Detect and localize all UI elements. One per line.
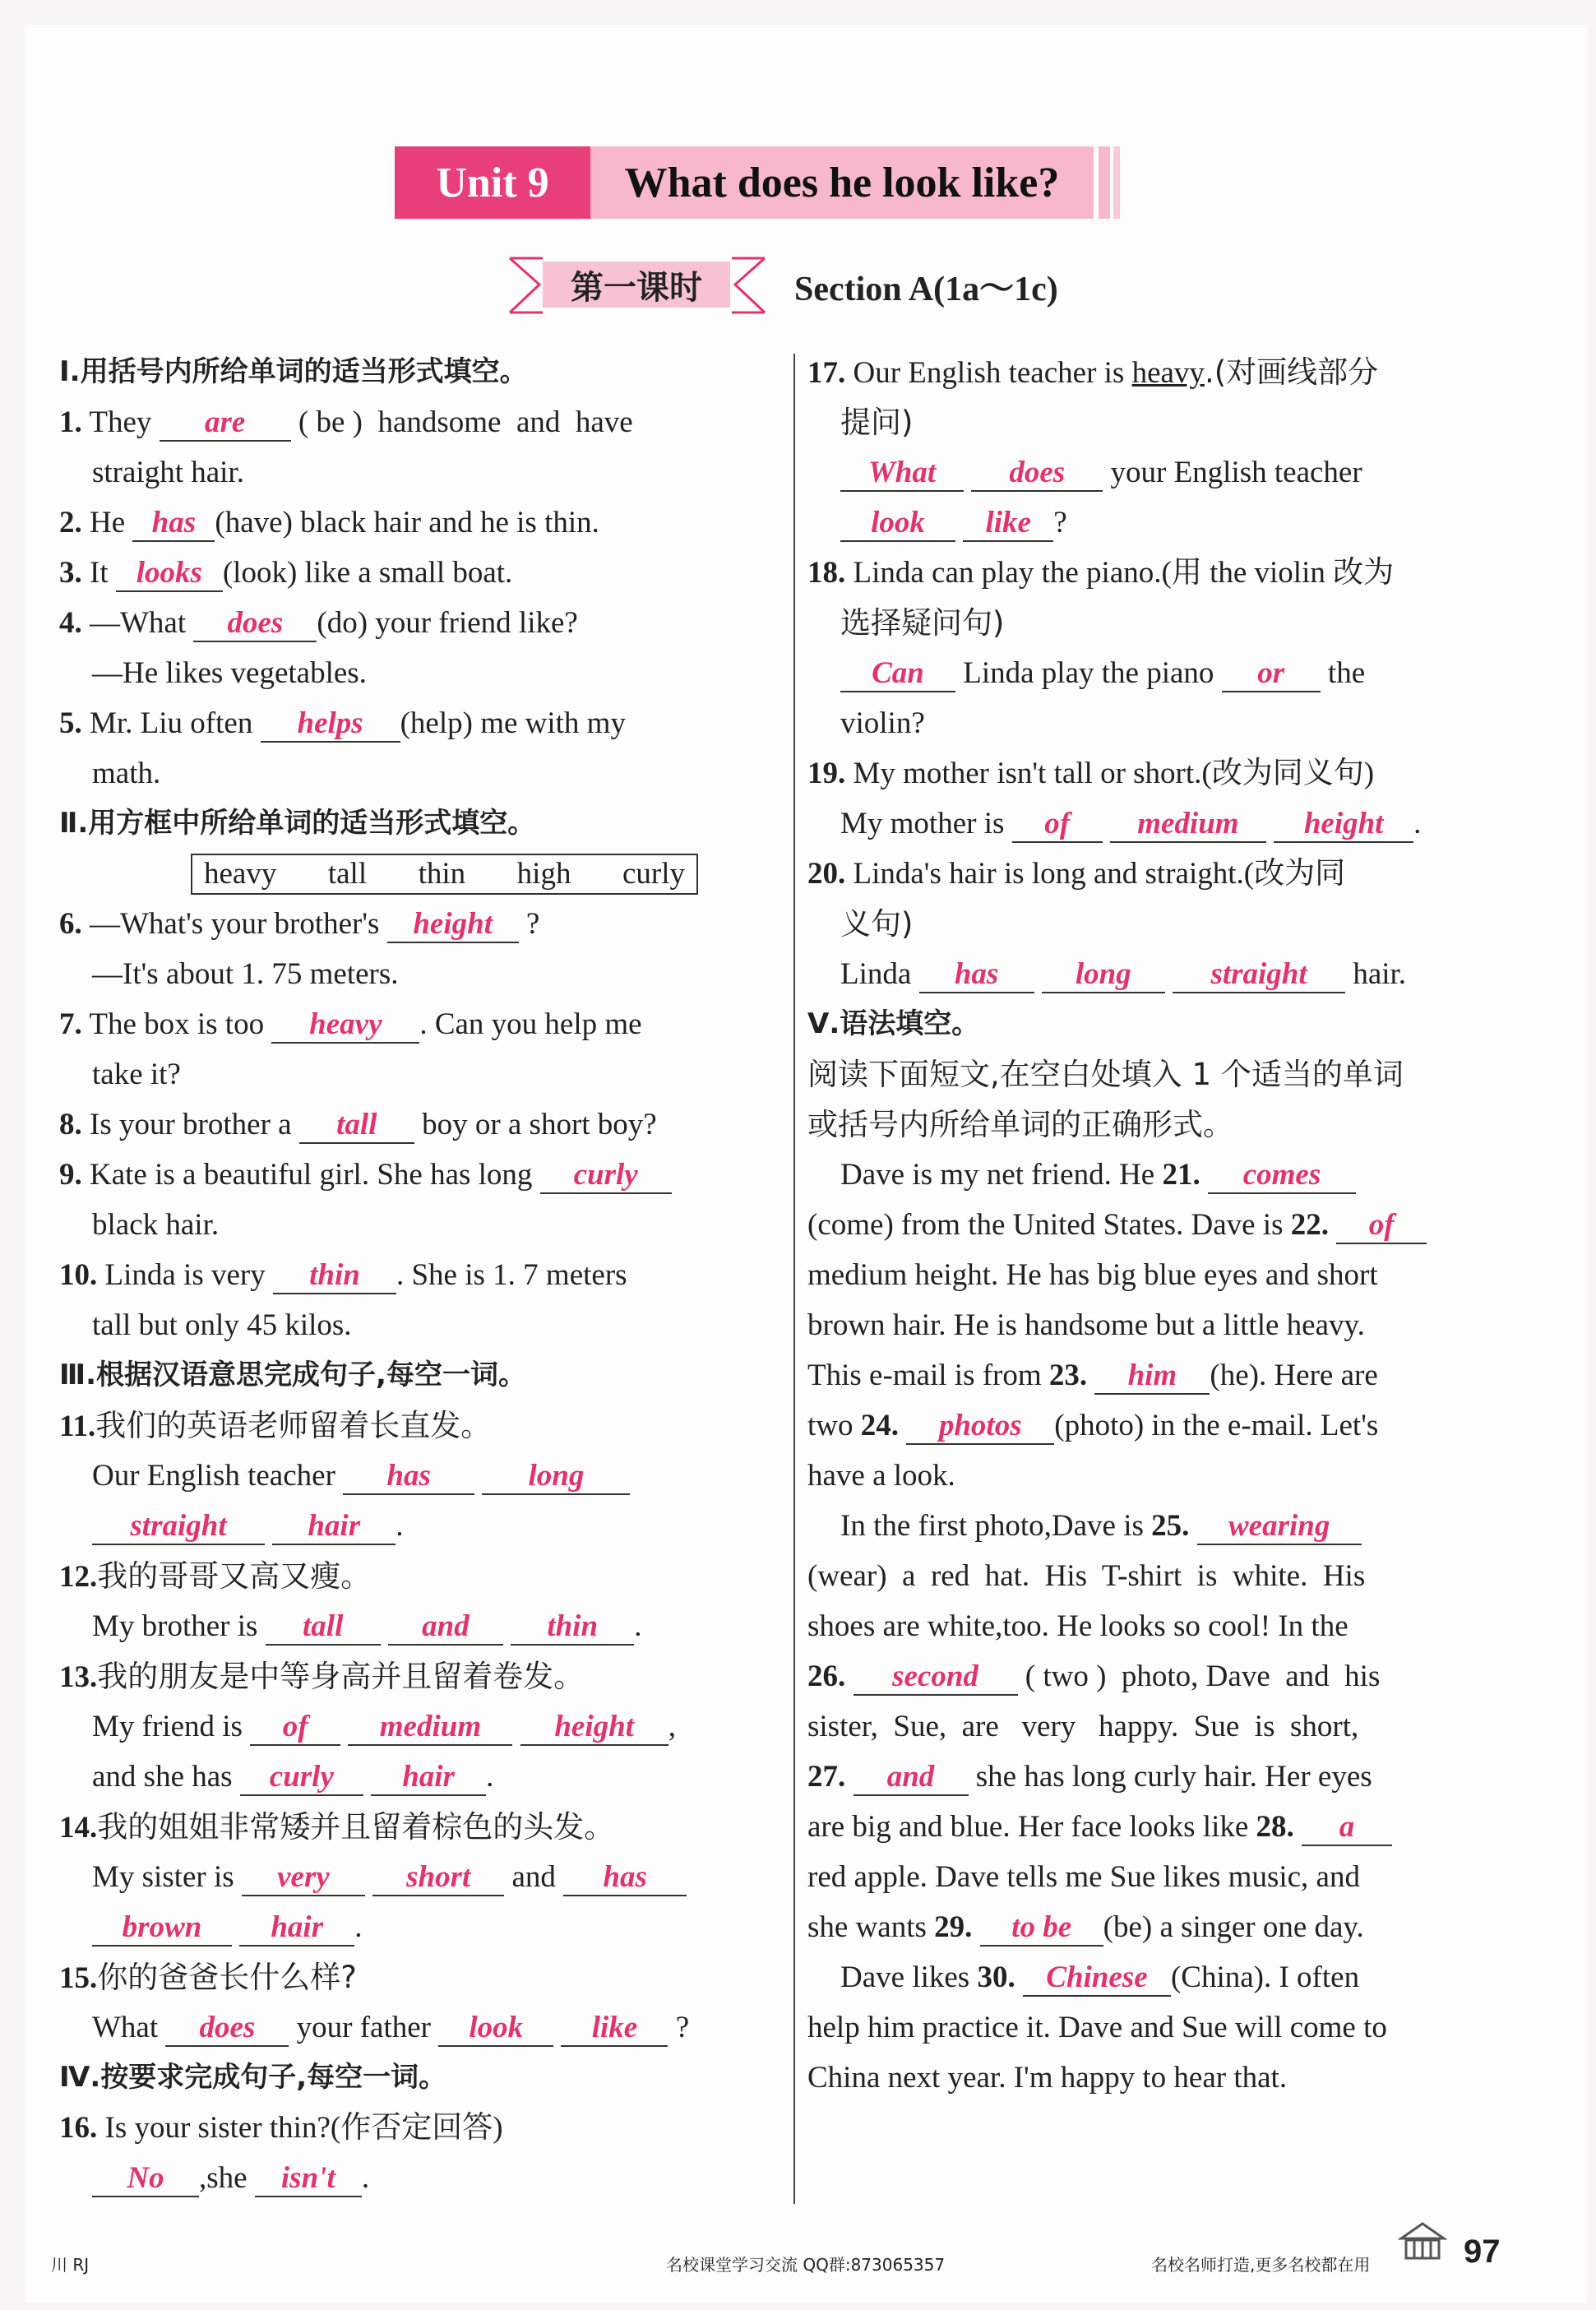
answer-blank[interactable]: him [1094, 1359, 1210, 1395]
question-text: —What [90, 606, 187, 640]
answer-blank[interactable]: straight [92, 1510, 265, 1545]
question-text: ? [675, 2011, 690, 2044]
question-13 [59, 1651, 766, 1701]
passage-line [807, 1752, 1515, 1802]
left-column [59, 347, 766, 2203]
instruction-text: 或括号内所给单词的正确形式。 [807, 1107, 1233, 1142]
question-text: He [90, 506, 126, 539]
question-text: (do) your friend like? [317, 606, 578, 640]
answer-line [59, 1752, 766, 1802]
question-text: (help) me with my [400, 706, 626, 740]
column-divider [793, 354, 795, 2204]
question-text: violin? [840, 706, 925, 740]
passage-text: help him practice it. Dave and Sue will come to [807, 2011, 1387, 2044]
question-text: It [90, 556, 109, 590]
question-6 [59, 899, 766, 949]
section-title: Section A(1a～1c) [794, 271, 1058, 308]
answer-blank[interactable]: look [840, 507, 955, 542]
question-text: Our English teacher is [853, 356, 1125, 390]
answer-blank[interactable]: tall [299, 1109, 414, 1144]
question-16 [59, 2103, 766, 2153]
answer-blank[interactable]: to be [980, 1911, 1103, 1947]
passage-text: brown hair. He is handsome but a little heavy. [807, 1308, 1365, 1342]
chinese-prompt: 我们的英语老师留着长直发。 [95, 1408, 492, 1443]
question-text: Linda play the piano [963, 656, 1214, 690]
answer-blank[interactable]: thin [273, 1259, 396, 1294]
answer-line [807, 498, 1515, 548]
blank-number: 26. [807, 1660, 846, 1693]
question-text: , [668, 1710, 676, 1743]
answer-blank[interactable]: height [1274, 808, 1413, 843]
chinese-prompt: 我的朋友是中等身高并且留着卷发。 [97, 1659, 585, 1694]
question-number: 2. [59, 506, 82, 539]
passage-line [807, 1150, 1515, 1200]
passage-text: (he). Here are [1210, 1359, 1378, 1392]
passage-text: she has long curly hair. Her eyes [975, 1760, 1372, 1794]
passage-line [807, 1952, 1515, 2002]
answer-blank[interactable]: hair [239, 1911, 354, 1947]
question-number: 12. [59, 1560, 98, 1594]
question-text: black hair. [92, 1208, 220, 1242]
answer-blank[interactable]: does [165, 2011, 289, 2047]
section-heading: Ⅰ.用括号内所给单词的适当形式填空。 [59, 355, 528, 388]
answer-blank[interactable]: tall [266, 1610, 381, 1646]
question-number: 5. [59, 706, 82, 740]
question-text: Linda can play the piano.(用 the violin 改为 [853, 556, 1395, 590]
answer-blank[interactable]: or [1222, 657, 1321, 692]
question-text: Mr. Liu often [90, 706, 253, 740]
passage-text: shoes are white,too. He looks so cool! In the [807, 1609, 1349, 1643]
answer-blank[interactable]: brown [92, 1911, 232, 1947]
question-text: Kate is a beautiful girl. She has long [90, 1158, 533, 1192]
right-column [807, 347, 1515, 2103]
answer-line [807, 799, 1515, 849]
unit-label: Unit 9 [395, 146, 590, 219]
question-text: tall but only 45 kilos. [92, 1308, 352, 1342]
passage-text: (be) a singer one day. [1103, 1910, 1364, 1944]
blank-number: 29. [934, 1910, 973, 1944]
question-7 [59, 999, 766, 1049]
section-heading: Ⅲ.根据汉语意思完成句子,每空一词。 [59, 1359, 526, 1391]
answer-blank[interactable]: has [919, 958, 1034, 993]
question-text: . [1413, 807, 1422, 840]
question-text: . [361, 2161, 370, 2195]
passage-text: she wants [807, 1910, 927, 1944]
answer-blank[interactable]: has [563, 1861, 687, 1896]
question-9 [59, 1150, 766, 1200]
word-box: heavy tall thin high curly [191, 854, 698, 895]
question-number: 14. [59, 1811, 98, 1845]
question-text: (have) black hair and he is thin. [215, 506, 599, 539]
passage-text: (come) from the United States. Dave is [807, 1208, 1284, 1242]
passage-text: (photo) in the e-mail. Let's [1054, 1409, 1379, 1442]
passage-text: Dave is my net friend. He [840, 1158, 1155, 1192]
question-text: —What's your brother's [90, 907, 380, 941]
question-text: take it? [92, 1058, 181, 1091]
question-text: Linda's hair is long and straight.(改为同 [853, 857, 1346, 891]
question-number: 17. [807, 356, 846, 390]
answer-line [807, 648, 1515, 698]
blank-number: 24. [860, 1409, 899, 1442]
question-number: 7. [59, 1007, 82, 1041]
unit-banner [395, 146, 1118, 219]
answer-blank[interactable]: has [343, 1460, 474, 1495]
passage-text: ( two ) photo, Dave and his [1025, 1660, 1381, 1693]
question-number: 11. [59, 1410, 96, 1443]
passage-line [807, 1350, 1515, 1400]
answer-blank[interactable]: of [250, 1711, 340, 1746]
question-text: 义句) [840, 906, 914, 942]
section-heading: Ⅱ.用方框中所给单词的适当形式填空。 [59, 807, 536, 840]
passage-text: (China). I often [1170, 1960, 1360, 1994]
question-number: 10. [59, 1258, 98, 1292]
passage-text: two [807, 1409, 854, 1442]
question-text: Is your sister thin?(作否定回答) [104, 2111, 503, 2145]
question-text: My mother is [840, 807, 1005, 840]
passage-line [807, 1501, 1515, 1551]
question-text: and she has [92, 1760, 233, 1794]
answer-blank[interactable]: height [520, 1711, 668, 1746]
passage-line [807, 1802, 1515, 1852]
answer-line [59, 1501, 766, 1551]
answer-blank[interactable]: isn't [255, 2162, 362, 2197]
answer-blank[interactable]: long [1042, 958, 1165, 993]
answer-line [807, 447, 1515, 498]
passage-text: China next year. I'm happy to hear that. [807, 2061, 1288, 2095]
question-2 [59, 498, 766, 548]
question-15 [59, 1952, 766, 2002]
answer-blank[interactable]: comes [1208, 1159, 1356, 1194]
question-number: 15. [59, 1961, 98, 1995]
blank-number: 22. [1290, 1208, 1329, 1242]
blank-number: 23. [1048, 1359, 1088, 1392]
answer-blank[interactable]: medium [1110, 808, 1266, 843]
passage-text: medium height. He has big blue eyes and short [807, 1258, 1378, 1292]
question-text: Our English teacher [92, 1459, 335, 1493]
instruction-text: 阅读下面短文,在空白处填入 1 个适当的单词 [807, 1057, 1404, 1092]
question-4 [59, 598, 766, 648]
answer-blank[interactable]: height [387, 908, 519, 943]
question-text: your English teacher [1110, 456, 1362, 489]
answer-line [59, 1852, 766, 1902]
passage-text: This e-mail is from [807, 1359, 1042, 1392]
question-number: 19. [807, 757, 846, 790]
footer-edition: 川 RJ [51, 2255, 90, 2275]
question-text: your father [296, 2011, 431, 2044]
question-11 [59, 1400, 766, 1451]
question-number: 8. [59, 1108, 82, 1141]
lesson-label: 第一课时 [543, 262, 730, 308]
section-heading: Ⅳ.按要求完成句子,每空一词。 [59, 2061, 447, 2094]
publisher-logo-icon [1398, 2219, 1447, 2268]
answer-blank[interactable]: long [482, 1460, 630, 1495]
answer-blank[interactable]: like [561, 2011, 668, 2047]
blank-number: 30. [977, 1960, 1015, 1994]
blank-number: 28. [1256, 1810, 1294, 1844]
answer-line [59, 1701, 766, 1752]
answer-line [59, 1601, 766, 1651]
answer-blank[interactable]: has [132, 507, 215, 542]
question-text: . She is 1. 7 meters [396, 1258, 627, 1292]
answer-blank[interactable]: look [438, 2011, 553, 2047]
question-text: . [396, 1509, 404, 1543]
chinese-prompt: 我的哥哥又高又瘦。 [97, 1558, 372, 1594]
banner-stripe [1099, 146, 1110, 219]
question-number: 18. [807, 556, 846, 590]
question-17 [807, 347, 1515, 397]
question-number: 3. [59, 556, 82, 590]
question-text: Is your brother a [90, 1108, 292, 1141]
answer-blank[interactable]: hair [272, 1510, 396, 1545]
passage-line [807, 1400, 1515, 1451]
question-number: 9. [59, 1158, 82, 1192]
question-text: .(对画线部分 [1204, 354, 1379, 390]
question-text: My sister is [92, 1860, 234, 1894]
question-text: (look) like a small boat. [222, 556, 513, 590]
blank-number: 27. [807, 1760, 846, 1794]
question-text: The box is too [89, 1007, 265, 1041]
question-number: 13. [59, 1660, 98, 1694]
question-text: . [354, 1910, 363, 1944]
question-text: and [511, 1860, 556, 1894]
question-text: —He likes vegetables. [92, 656, 367, 690]
question-text: . [634, 1609, 642, 1643]
answer-blank[interactable]: No [92, 2162, 199, 2197]
question-text: —It's about 1. 75 meters. [92, 957, 399, 991]
question-text: 提问) [840, 405, 914, 440]
question-20 [807, 849, 1515, 899]
answer-blank[interactable]: straight [1173, 958, 1345, 993]
answer-line [59, 2153, 766, 2203]
question-12 [59, 1551, 766, 1601]
question-text: ? [1053, 506, 1067, 539]
question-text: They [89, 405, 152, 439]
question-5 [59, 698, 766, 748]
answer-blank[interactable]: curly [540, 1159, 672, 1194]
answer-blank[interactable]: short [372, 1861, 504, 1896]
question-text: the [1327, 656, 1366, 690]
lesson-header [502, 255, 1094, 326]
footer-slogan: 名校名师打造,更多名校都在用 [1151, 2255, 1371, 2275]
blank-number: 25. [1151, 1509, 1190, 1543]
answer-blank[interactable]: are [160, 406, 291, 442]
answer-blank[interactable]: does [193, 607, 317, 642]
passage-text: are big and blue. Her face looks like [807, 1810, 1249, 1844]
answer-line [59, 2002, 766, 2053]
answer-blank[interactable]: photos [906, 1410, 1054, 1445]
question-number: 1. [59, 405, 82, 439]
answer-blank[interactable]: very [242, 1861, 365, 1896]
passage-text: have a look. [807, 1459, 955, 1493]
answer-blank[interactable]: Chinese [1023, 1961, 1171, 1997]
word-box-row [59, 849, 766, 899]
question-text: . [486, 1760, 494, 1794]
answer-blank[interactable]: like [963, 507, 1053, 542]
question-14 [59, 1802, 766, 1852]
answer-line [807, 949, 1515, 999]
question-text: Linda [840, 957, 912, 991]
answer-blank[interactable]: does [971, 456, 1103, 492]
question-text: ( be ) handsome and have [298, 405, 633, 439]
question-text: What [92, 2011, 159, 2044]
answer-blank[interactable]: looks [116, 557, 223, 592]
unit-title: What does he look like? [590, 146, 1094, 219]
question-10 [59, 1250, 766, 1300]
page-number: 97 [1464, 2234, 1501, 2270]
footer-qq-group: 名校课堂学习交流 QQ群:873065357 [666, 2255, 946, 2275]
passage-line [807, 1902, 1515, 1952]
passage-text: In the first photo,Dave is [840, 1509, 1144, 1543]
answer-blank[interactable]: heavy [271, 1008, 419, 1044]
answer-blank[interactable]: of [1012, 808, 1103, 843]
question-text: ? [525, 907, 540, 941]
question-text: Linda is very [104, 1258, 266, 1292]
answer-blank[interactable]: and [854, 1761, 969, 1796]
chinese-prompt: 我的姐姐非常矮并且留着棕色的头发。 [97, 1809, 615, 1845]
question-text: hair. [1353, 957, 1407, 991]
question-text: My mother isn't tall or short.(改为同义句) [853, 757, 1375, 790]
blank-number: 21. [1162, 1158, 1200, 1192]
answer-blank[interactable]: Can [840, 657, 955, 692]
question-number: 16. [59, 2111, 98, 2145]
section-heading: Ⅴ.语法填空。 [807, 1007, 980, 1040]
answer-blank[interactable]: medium [348, 1711, 512, 1746]
answer-blank[interactable]: wearing [1197, 1510, 1362, 1545]
question-text: ,she [199, 2161, 247, 2195]
passage-text: red apple. Dave tells me Sue likes music, and [807, 1860, 1360, 1894]
question-text: boy or a short boy? [422, 1108, 657, 1141]
question-number: 20. [807, 857, 846, 891]
underlined-word: heavy [1131, 356, 1205, 390]
question-8 [59, 1099, 766, 1150]
answer-blank[interactable]: helps [261, 707, 400, 743]
question-text: . Can you help me [419, 1007, 642, 1041]
chinese-prompt: 你的爸爸长什么样? [97, 1960, 357, 1995]
answer-blank[interactable]: second [854, 1660, 1018, 1696]
answer-blank[interactable]: curly [240, 1761, 363, 1796]
answer-blank[interactable]: of [1336, 1209, 1427, 1244]
answer-line [59, 1902, 766, 1952]
question-text: 选择疑问句) [840, 605, 1005, 641]
question-19 [807, 748, 1515, 799]
banner-stripe [1113, 146, 1120, 219]
question-1 [59, 397, 766, 447]
passage-text: (wear) a red hat. His T-shirt is white. His [807, 1559, 1366, 1593]
answer-blank[interactable]: a [1302, 1811, 1392, 1846]
question-number: 6. [59, 907, 82, 941]
question-18 [807, 548, 1515, 598]
answer-line [59, 1451, 766, 1501]
question-text: My brother is [92, 1609, 258, 1643]
question-text: math. [92, 757, 161, 790]
passage-text: Dave likes [840, 1960, 970, 1994]
passage-line [807, 1200, 1515, 1250]
answer-blank[interactable]: and [388, 1610, 503, 1646]
passage-line [807, 1651, 1515, 1701]
answer-blank[interactable]: thin [511, 1610, 634, 1646]
answer-blank[interactable]: hair [371, 1761, 486, 1796]
question-text: My friend is [92, 1710, 243, 1743]
passage-text: sister, Sue, are very happy. Sue is short, [807, 1710, 1359, 1743]
question-number: 4. [59, 606, 82, 640]
question-text: straight hair. [92, 456, 244, 489]
answer-blank[interactable]: What [840, 456, 964, 492]
question-3 [59, 548, 766, 598]
